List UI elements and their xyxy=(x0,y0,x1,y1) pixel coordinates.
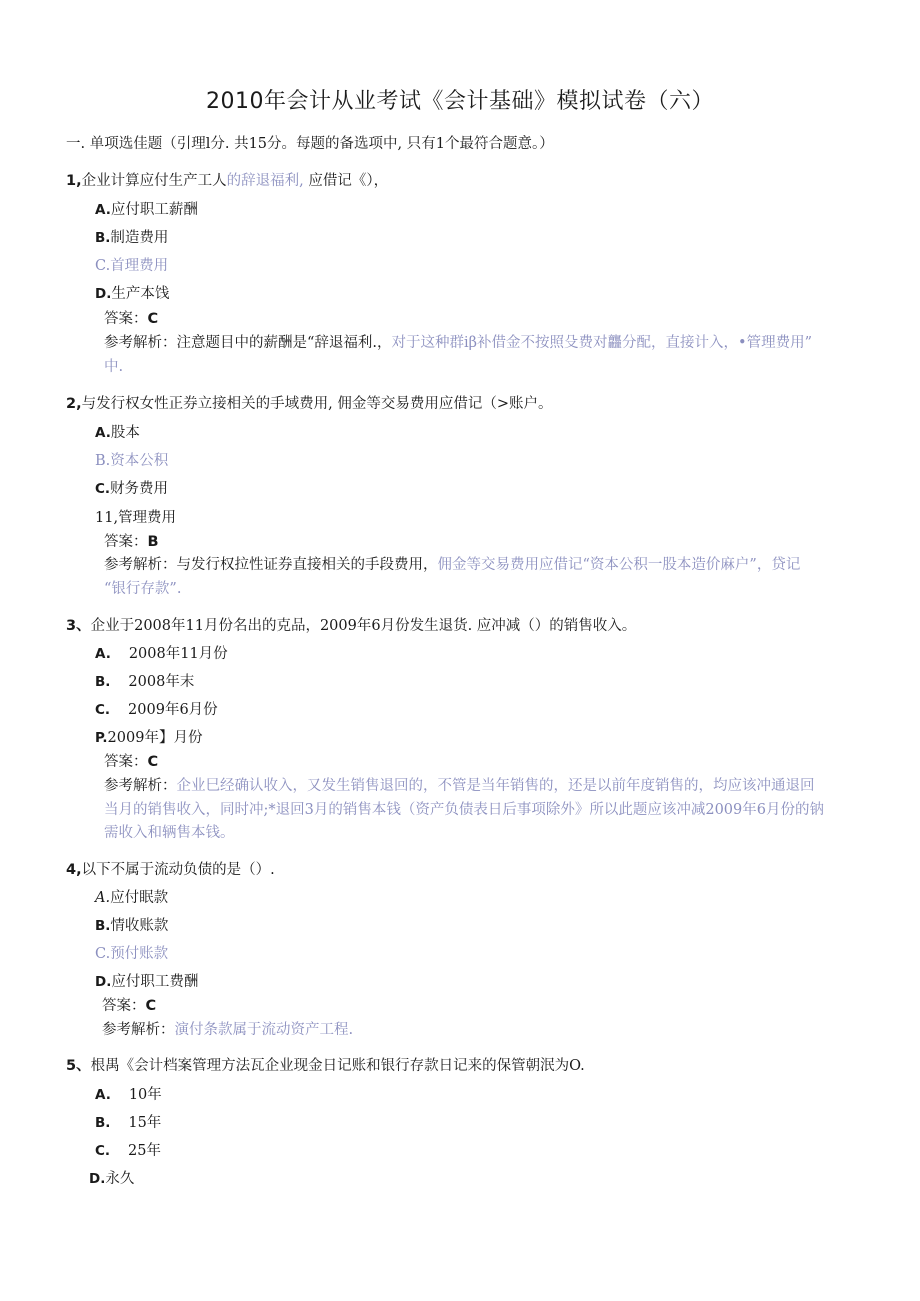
answer-value: C xyxy=(147,311,159,327)
question-text: 以下不属于流动负债的是（）. xyxy=(81,862,275,878)
option-label: B. xyxy=(95,453,111,469)
question-number: 1, xyxy=(66,173,82,189)
option-text: 生产本饯 xyxy=(111,286,170,302)
option-label: D. xyxy=(95,974,112,990)
explanation-text: 与发行权拉性证券直接相关的手段费用， xyxy=(176,557,438,573)
answer-label: 答案： xyxy=(104,311,148,327)
option-b xyxy=(95,228,168,248)
question-number: 3、 xyxy=(66,618,91,634)
option-b xyxy=(95,451,168,471)
answer xyxy=(102,996,156,1016)
question-text: 应借记《）， xyxy=(303,173,389,189)
option-label: A. xyxy=(95,646,111,662)
option-label: B. xyxy=(95,918,111,934)
question-number: 5、 xyxy=(66,1058,91,1074)
explanation-label: 参考解析： xyxy=(102,1022,175,1038)
option-label: C. xyxy=(95,702,111,718)
option-c xyxy=(95,479,168,499)
option-text: 应付职工费酬 xyxy=(111,974,199,990)
option-c xyxy=(95,944,168,964)
option-text: 首理费用 xyxy=(110,258,169,274)
option-text: 永久 xyxy=(105,1171,135,1187)
option-c xyxy=(95,1141,161,1161)
explanation xyxy=(104,555,800,575)
option-label: B. xyxy=(95,230,111,246)
answer-label: 答案： xyxy=(104,754,148,770)
option-label: A. xyxy=(95,890,111,906)
explanation-continued: 中. xyxy=(104,359,124,375)
option-text: 制造费用 xyxy=(110,230,169,246)
option-a xyxy=(95,1085,162,1105)
option-text: 2009年】月份 xyxy=(107,730,203,746)
option-c xyxy=(95,256,168,276)
answer-value: C xyxy=(147,754,159,770)
option-c xyxy=(95,700,218,720)
explanation xyxy=(104,333,812,353)
option-label: C. xyxy=(95,258,111,274)
option-label: C. xyxy=(95,946,111,962)
option-text: 2008年11月份 xyxy=(128,646,228,662)
question-text: 企业计算应付生产工人 xyxy=(81,173,227,189)
question-number: 2, xyxy=(66,396,82,412)
option-b xyxy=(95,672,194,692)
option-text: 资本公积 xyxy=(110,453,169,469)
option-a xyxy=(95,423,140,443)
explanation-continued: “银行存款”. xyxy=(104,581,182,597)
question-1 xyxy=(66,171,388,191)
option-label: A. xyxy=(95,202,111,218)
option-d xyxy=(95,972,198,992)
explanation-label: 参考解析： xyxy=(104,335,177,351)
question-5 xyxy=(66,1056,585,1076)
answer xyxy=(104,309,158,329)
option-d xyxy=(95,728,202,748)
answer-label: 答案： xyxy=(102,998,146,1014)
option-text: 15年 xyxy=(128,1115,162,1131)
explanation-text: 注意题目中的薪酬是“辞退福利.， xyxy=(176,335,392,351)
option-d xyxy=(89,1169,134,1189)
option-text: 25年 xyxy=(128,1143,161,1159)
option-d xyxy=(95,284,169,304)
explanation-text-faded: 企业巳经确认收入，又发生销售退回的，不管是当年销售的，还是以前年度销售的，均应该冲通退回 xyxy=(176,778,815,794)
page-title: 2010年会计从业考试《会计基础》模拟试卷（六） xyxy=(206,89,714,114)
answer-value: C xyxy=(145,998,157,1014)
question-text: 与发行权女性正券立接相关的手域费用, 佣金等交易费用应借记（>账户。 xyxy=(81,396,553,412)
question-2 xyxy=(66,394,552,414)
option-text: 2009年6月份 xyxy=(128,702,218,718)
option-label: B. xyxy=(95,1115,111,1131)
option-label: 11, xyxy=(95,510,119,526)
explanation-text-faded: 对于这种群iβ补借金不按照殳费对龘分配，直接计入，•管理费用” xyxy=(391,335,813,351)
option-text: 股本 xyxy=(110,425,140,441)
option-label: D. xyxy=(95,286,112,302)
answer xyxy=(104,532,159,552)
answer-value: B xyxy=(147,534,159,550)
answer xyxy=(104,752,158,772)
explanation xyxy=(102,1020,353,1040)
option-label: D. xyxy=(89,1171,106,1187)
option-text: 应付眠款 xyxy=(110,890,169,906)
question-text-faded: 的辞退福利, xyxy=(226,173,304,189)
explanation-text-faded: 演付条款属于流动资产工程. xyxy=(174,1022,354,1038)
option-text: 应付职工薪酬 xyxy=(110,202,198,218)
question-4 xyxy=(66,860,275,880)
question-text: 企业于2008年11月份名出的克品，2009年6月份发生退货. 应冲减（）的销售收入。 xyxy=(90,618,637,634)
option-a xyxy=(95,200,198,220)
explanation-continued: 当月的销售收入，同时冲;*退回3月的销售本钱（资产负债表日后事项除外》所以此题应该冲减2009年6月份的钠 xyxy=(104,802,824,818)
option-label: A. xyxy=(95,425,111,441)
explanation xyxy=(104,776,815,796)
question-number: 4, xyxy=(66,862,82,878)
option-b xyxy=(95,1113,161,1133)
answer-label: 答案： xyxy=(104,534,148,550)
option-text: 10年 xyxy=(128,1087,162,1103)
option-text: 财务费用 xyxy=(110,481,169,497)
option-text: 预付账款 xyxy=(110,946,169,962)
option-b xyxy=(95,916,168,936)
option-text: 2008年末 xyxy=(128,674,195,690)
option-label: C. xyxy=(95,481,111,497)
section-heading: 一. 单项选佳题（引理l分. 共15分。每题的备选项中, 只有1个最符合题意。） xyxy=(66,136,554,152)
option-label: A. xyxy=(95,1087,111,1103)
explanation-text-faded: 佣金等交易费用应借记“资本公积一股本造价麻户”，贷记 xyxy=(437,557,801,573)
question-3 xyxy=(66,616,636,636)
option-d xyxy=(95,508,176,528)
option-text: 情收账款 xyxy=(110,918,169,934)
explanation-label: 参考解析： xyxy=(104,557,177,573)
option-a xyxy=(95,888,168,908)
option-label: C. xyxy=(95,1143,111,1159)
option-text: 管理费用 xyxy=(118,510,177,526)
option-label: P. xyxy=(95,730,108,746)
option-label: B. xyxy=(95,674,111,690)
explanation-label: 参考解析： xyxy=(104,778,177,794)
option-a xyxy=(95,644,228,664)
question-text: 根禺《会计档案管理方法瓦企业现金日记账和银行存款日记来的保管朝泯为O. xyxy=(90,1058,585,1074)
explanation-continued: 需收入和辆售本钱。 xyxy=(104,825,235,841)
